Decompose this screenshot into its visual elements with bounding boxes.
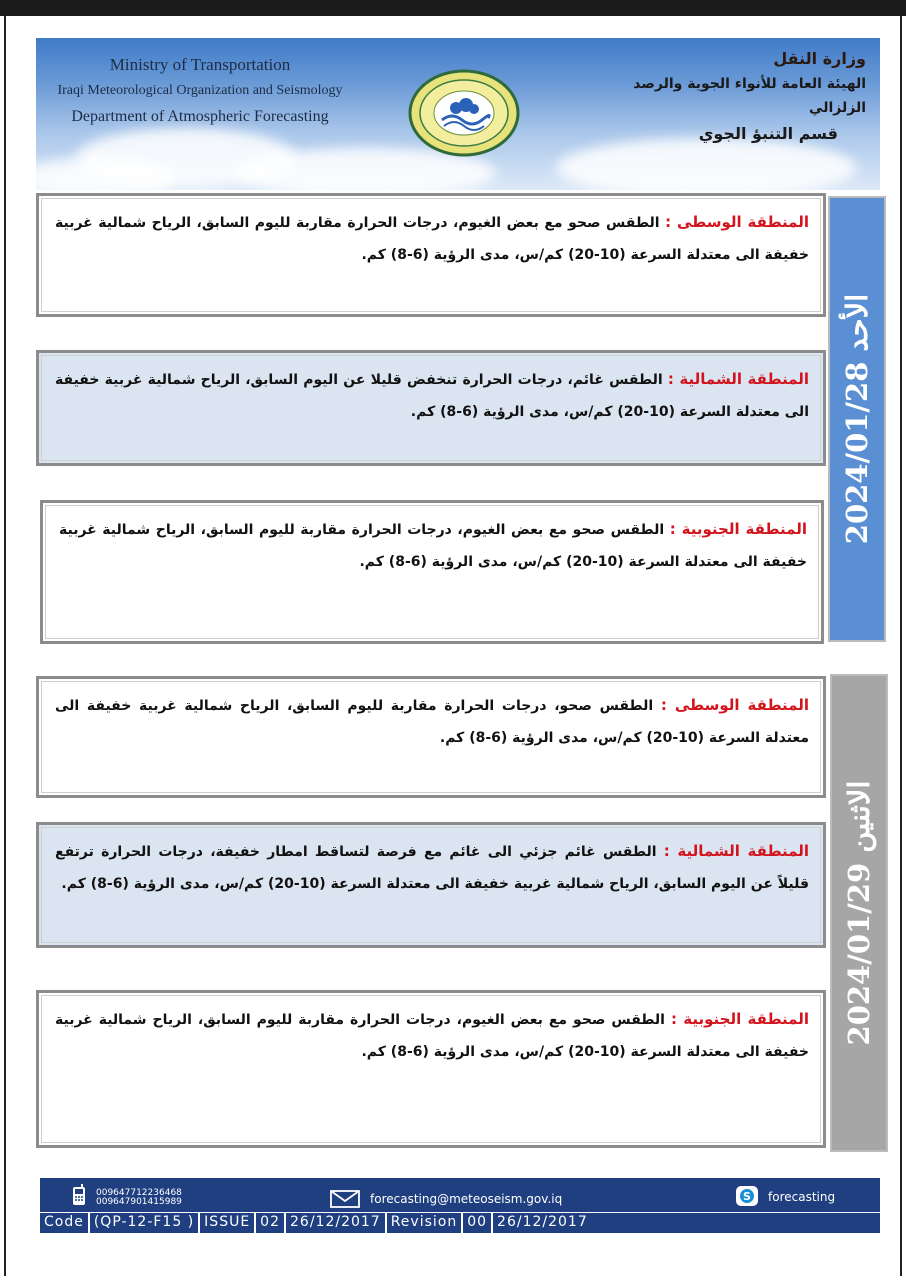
organization-logo (404, 68, 524, 158)
code-value: (QP-12-F15 ) (90, 1213, 200, 1233)
forecast-box-day1-central (36, 193, 826, 317)
forecast-body: الطقس صحو، درجات الحرارة مقاربة لليوم السابق، الرياح شمالية غربية خفيفة الى معتدلة السرعة (10-20) كم/س، مدى الرؤية (6-8) كم. (55, 698, 809, 746)
header-banner (36, 38, 880, 190)
region-label: المنطقة الوسطى : (660, 696, 810, 714)
region-label: المنطقة الجنوبية : (670, 1010, 810, 1028)
forecast-body: الطقس غائم، درجات الحرارة تنخفض قليلا عن اليوم السابق، الرياح شمالية غربية خفيفة الى معتدلة السرعة (10-20) كم/س، مدى الرؤية (6-8) كم. (55, 372, 809, 420)
phone-numbers (96, 1189, 182, 1207)
forecast-body: الطقس صحو مع بعض الغيوم، درجات الحرارة مقاربة لليوم السابق، الرياح شمالية غربية خفيفة الى معتدلة السرعة (10-20) كم/س، مدى الرؤية (6-8) كم. (59, 522, 807, 570)
ministry-name-en: Ministry of Transportation (109, 55, 291, 74)
skype-handle: forecasting (768, 1190, 836, 1204)
header-english (50, 52, 350, 130)
date-bar-day1 (828, 196, 886, 642)
issue-date: 26/12/2017 (286, 1213, 387, 1233)
forecast-text (55, 206, 809, 271)
revision-label: Revision (387, 1213, 464, 1233)
phone-number-1: 009647712236468 (96, 1188, 182, 1198)
region-label: المنطقة الشمالية : (667, 370, 810, 388)
forecast-text (59, 513, 807, 578)
contact-email[interactable]: forecasting@meteoseism.gov.iq (370, 1192, 563, 1206)
department-name-ar: قسم التنبؤ الجوي (698, 124, 838, 143)
department-name-en: Department of Atmospheric Forecasting (71, 108, 329, 125)
mail-icon (330, 1190, 360, 1208)
region-label: المنطقة الشمالية : (663, 842, 810, 860)
forecast-body: الطقس غائم جزئي الى غائم مع فرصة لتساقط امطار خفيفة، درجات الحرارة ترتفع قليلاً عن اليوم السابق، الرياح شمالية غربية خفيفة الى معتدلة السرعة (10-20) كم/س، مدى الرؤية (6-8) كم. (55, 844, 809, 892)
organization-name-en: Iraqi Meteorological Organization and Seismology (57, 83, 343, 98)
revision-date: 26/12/2017 (497, 1214, 588, 1230)
date-label-day1: الأحد 2024/01/28 (840, 293, 874, 545)
forecast-text (55, 1003, 809, 1068)
date-bar-day2 (830, 674, 888, 1152)
organization-name-ar: الهيئة العامة للأنواء الجوية والرصد الزلزالي (633, 76, 866, 116)
date-label-day2: الاثنين 2024/01/29 (842, 780, 876, 1046)
issue-label: ISSUE (200, 1213, 256, 1233)
issue-value: 02 (256, 1213, 286, 1233)
forecast-text (55, 689, 809, 754)
revision-value: 00 (463, 1213, 493, 1233)
svg-text:S: S (743, 1190, 751, 1203)
forecast-box-day1-south (40, 500, 824, 644)
header-arabic (606, 46, 866, 148)
forecast-box-day2-south (36, 990, 826, 1148)
ministry-name-ar: وزارة النقل (773, 49, 866, 68)
code-label: Code (40, 1213, 90, 1233)
forecast-body: الطقس صحو مع بعض الغيوم، درجات الحرارة مقاربة لليوم السابق، الرياح شمالية غربية خفيفة الى معتدلة السرعة (10-20) كم/س، مدى الرؤية (6-8) كم. (55, 1012, 809, 1060)
forecast-box-day1-north (36, 350, 826, 466)
phone-icon (72, 1184, 86, 1206)
region-label: المنطقة الوسطى : (665, 213, 810, 231)
forecast-text (55, 835, 809, 900)
top-bar (0, 0, 906, 16)
forecast-text (55, 363, 809, 428)
forecast-body: الطقس صحو مع بعض الغيوم، درجات الحرارة مقاربة لليوم السابق، الرياح شمالية غربية خفيفة الى معتدلة السرعة (10-20) كم/س، مدى الرؤية (6-8) كم. (55, 215, 809, 263)
region-label: المنطقة الجنوبية : (669, 520, 807, 538)
forecast-box-day2-central (36, 676, 826, 798)
phone-number-2: 009647901415989 (96, 1197, 182, 1207)
forecast-box-day2-north (36, 822, 826, 948)
document-control-row (40, 1213, 880, 1233)
footer-contact-bar (40, 1178, 880, 1212)
skype-icon (736, 1186, 758, 1206)
